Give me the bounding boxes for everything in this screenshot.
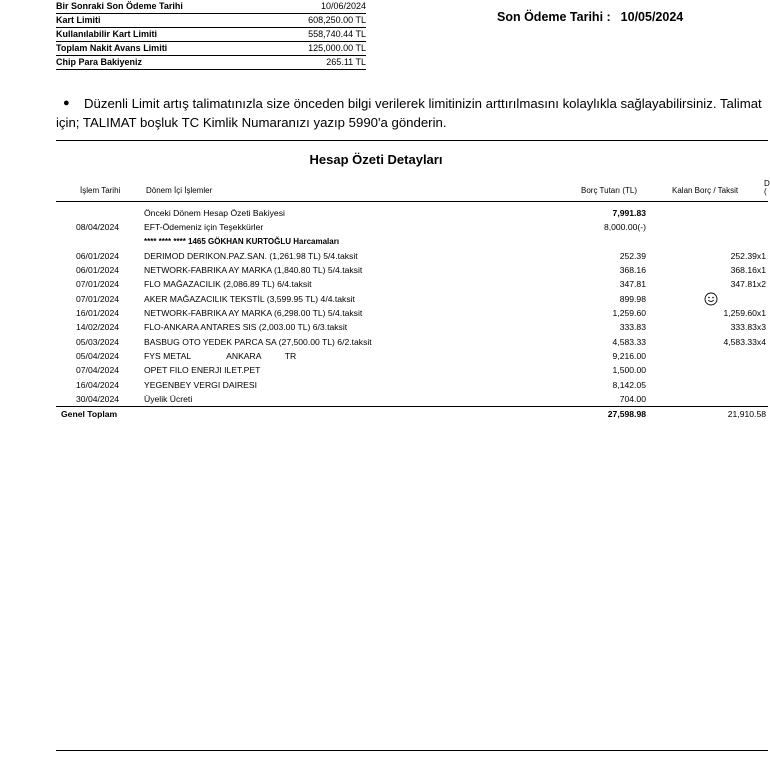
summary-label: Kart Limiti [56, 15, 101, 25]
table-row [56, 277, 768, 291]
cell-date: 14/02/2024 [76, 322, 120, 333]
summary-value: 265.11 TL [326, 57, 366, 67]
cell-remaining: 347.81x2 [730, 279, 766, 290]
cell-desc: FYS METAL ANKARA TR [144, 350, 297, 361]
cell-amount: 7,991.83 [612, 208, 646, 218]
summary-label: Chip Para Bakiyeniz [56, 57, 143, 67]
cell-date: 07/01/2024 [76, 279, 120, 290]
cell-amount: 704.00 [619, 393, 646, 404]
cell-date: 05/03/2024 [76, 336, 120, 347]
cell-amount: 8,142.05 [612, 379, 646, 390]
due-date [497, 10, 683, 24]
summary-row [56, 14, 366, 28]
cell-remaining: 4,583.33x4 [723, 336, 766, 347]
summary-value: 558,740.44 TL [308, 29, 366, 39]
cell-amount: 1,500.00 [612, 365, 646, 376]
cell-date: 08/04/2024 [76, 222, 120, 233]
cell-desc: **** **** **** 1465 GÖKHAN KURTOĞLU Harcamaları [144, 236, 340, 246]
cell-amount: 333.83 [619, 322, 646, 333]
due-date-label: Son Ödeme Tarihi : [497, 10, 611, 24]
total-amount: 27,598.98 [607, 409, 646, 420]
transactions-table [56, 206, 768, 421]
cell-amount: 899.98 [619, 293, 646, 304]
cell-date: 07/01/2024 [76, 293, 120, 304]
table-row [56, 392, 768, 406]
summary-row [56, 28, 366, 42]
section-title: Hesap Özeti Detayları [309, 152, 443, 167]
cell-date: 05/04/2024 [76, 350, 120, 361]
summary-label: Toplam Nakit Avans Limiti [56, 43, 168, 53]
cell-date: 07/04/2024 [76, 365, 120, 376]
summary-label: Kullanılabilir Kart Limiti [56, 29, 158, 39]
cell-remaining: 252.39x1 [730, 250, 766, 261]
col-header-remaining: Kalan Borç / Taksit [672, 186, 739, 195]
cell-date: 16/04/2024 [76, 379, 120, 390]
summary-value: 125,000.00 TL [308, 43, 366, 53]
cell-amount: 347.81 [619, 279, 646, 290]
cell-amount: 4,583.33 [612, 336, 646, 347]
due-date-value: 10/05/2024 [620, 10, 684, 24]
cell-amount: 252.39 [619, 250, 646, 261]
cell-date: 16/01/2024 [76, 308, 120, 319]
col-header-date: İşlem Tarihi [80, 186, 121, 195]
notice-line-2: için; TALIMAT boşluk TC Kimlik Numaranızı yazıp 5990'a gönderin. [56, 115, 447, 130]
table-row [56, 263, 768, 277]
cell-desc: FLO-ANKARA ANTARES SIS (2,003.00 TL) 6/3.taksit [144, 322, 348, 333]
table-row [56, 292, 768, 306]
cell-amount: 368.16 [619, 265, 646, 276]
cell-amount: 9,216.00 [612, 350, 646, 361]
cell-amount: 1,259.60 [612, 308, 646, 319]
bullet-icon: ● [63, 97, 70, 109]
table-row [56, 349, 768, 363]
cell-amount: 8,000.00(-) [603, 222, 646, 233]
col-header-desc: Dönem İçi İşlemler [146, 186, 213, 195]
total-row [56, 407, 768, 421]
cell-desc: DERIMOD DERIKON.PAZ.SAN. (1,261.98 TL) 5/4.taksit [144, 250, 358, 261]
summary-row [56, 0, 366, 14]
cell-date: 06/01/2024 [76, 265, 120, 276]
footer-divider [56, 750, 768, 751]
cell-remaining: 1,259.60x1 [723, 308, 766, 319]
col-header-amount: Borç Tutarı (TL) [581, 186, 638, 195]
table-row [56, 206, 768, 220]
summary-value: 10/06/2024 [320, 1, 366, 11]
cell-desc: YEGENBEY VERGI DAIRESI [144, 379, 258, 390]
table-row [56, 363, 768, 377]
col-header-overflow: D ( [764, 179, 770, 196]
summary-value: 608,250.00 TL [308, 15, 366, 25]
table-row [56, 249, 768, 263]
total-label: Genel Toplam [61, 409, 118, 420]
total-remaining: 21,910.58 [727, 409, 766, 420]
cell-desc: NETWORK-FABRIKA AY MARKA (1,840.80 TL) 5/4.taksit [144, 265, 363, 276]
table-row [56, 220, 768, 234]
header-divider [56, 201, 768, 202]
table-row [56, 306, 768, 320]
cell-remaining: 368.16x1 [730, 265, 766, 276]
smiley-icon [704, 292, 718, 306]
cell-date: 30/04/2024 [76, 393, 120, 404]
cell-desc: Üyelik Ücreti [144, 393, 193, 404]
notice-line-1: Düzenli Limit artış talimatınızla size önceden bilgi verilerek limitinizin arttırılmasını kolaylıkla sağlayabilirsiniz. Talimat [84, 96, 762, 111]
summary-label: Bir Sonraki Son Ödeme Tarihi [56, 1, 183, 11]
cell-desc: OPET FILO ENERJI ILET.PET [144, 365, 261, 376]
cell-desc: AKER MAĞAZACILIK TEKSTİL (3,599.95 TL) 4/4.taksit [144, 293, 355, 304]
table-row [56, 378, 768, 392]
divider [56, 140, 768, 141]
summary-row [56, 42, 366, 56]
table-row [56, 335, 768, 349]
cell-desc: NETWORK-FABRIKA AY MARKA (6,298.00 TL) 5/4.taksit [144, 308, 363, 319]
summary-row [56, 56, 366, 70]
table-row [56, 235, 768, 249]
cell-date: 06/01/2024 [76, 250, 120, 261]
cell-desc: BASBUG OTO YEDEK PARCA SA (27,500.00 TL) 6/2.taksit [144, 336, 372, 347]
table-row [56, 320, 768, 334]
cell-desc: Önceki Dönem Hesap Özeti Bakiyesi [144, 208, 285, 218]
cell-desc: EFT-Ödemeniz için Teşekkürler [144, 222, 264, 233]
cell-desc: FLO MAĞAZACILIK (2,086.89 TL) 6/4.taksit [144, 279, 312, 290]
card-summary [56, 0, 366, 70]
cell-remaining: 333.83x3 [730, 322, 766, 333]
